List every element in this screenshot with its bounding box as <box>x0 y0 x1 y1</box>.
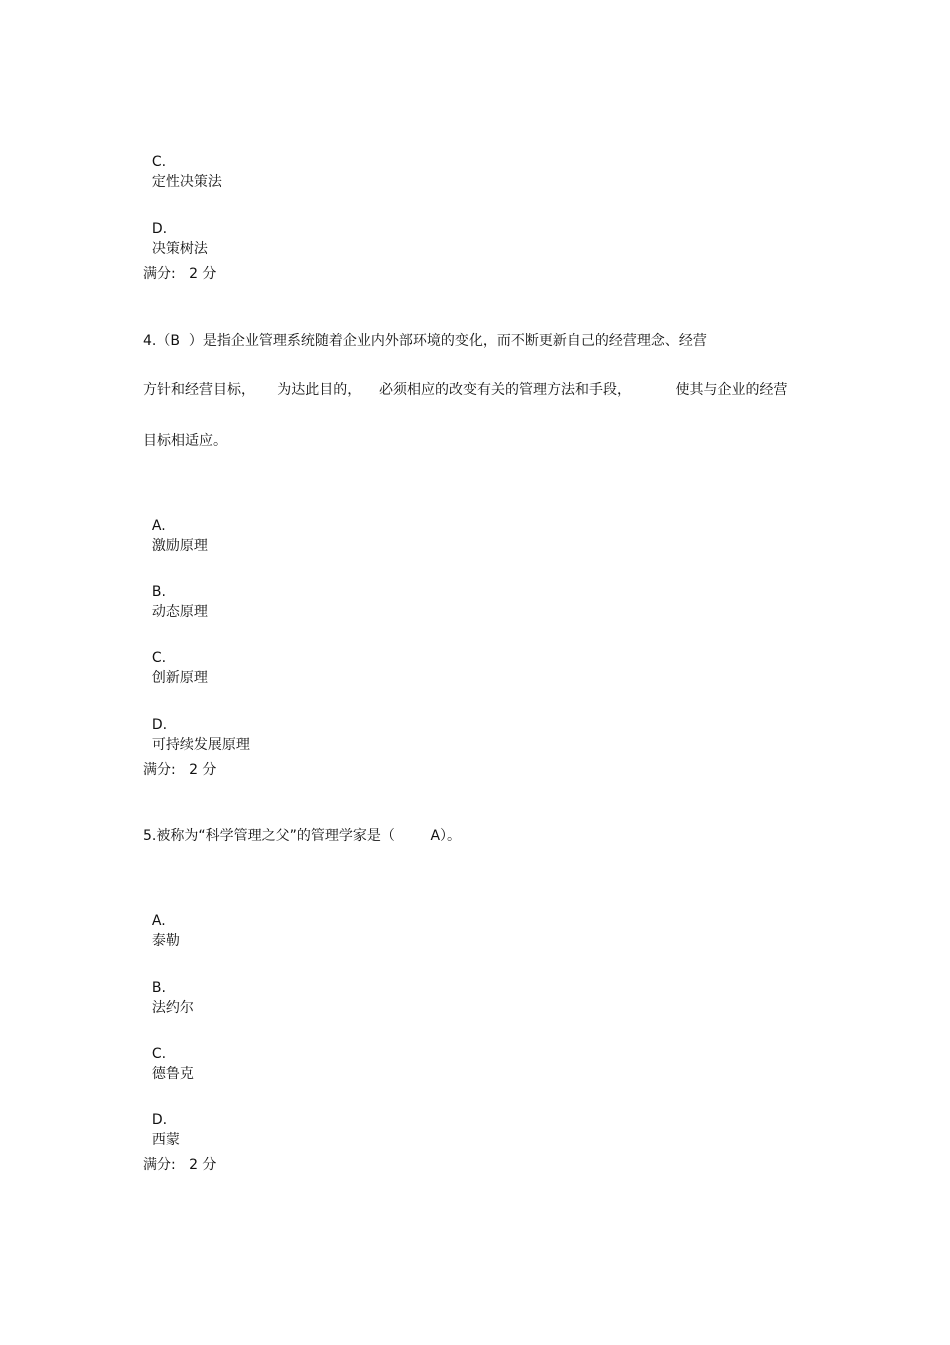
option-text: 法约尔 <box>151 1000 194 1016</box>
q4-stem-line-1: 4.（B ）是指企业管理系统随着企业内外部环境的变化，而不断更新自己的经营理念、经营 <box>143 333 707 349</box>
q5-stem: 5.被称为“科学管理之父”的管理学家是（ A）。 <box>143 828 462 844</box>
option-text: 德鲁克 <box>151 1066 194 1082</box>
option-text: 西蒙 <box>151 1132 180 1148</box>
q4-score: 满分: 2 分 <box>143 762 217 778</box>
q3-score: 满分: 2 分 <box>143 266 217 282</box>
q5-score: 满分: 2 分 <box>143 1157 217 1173</box>
option-letter: C. <box>151 154 167 170</box>
q4-stem-line-3: 目标相适应。 <box>143 433 227 449</box>
option-text: 可持续发展原理 <box>151 737 250 753</box>
option-letter: D. <box>151 1112 168 1128</box>
option-letter: B. <box>151 584 166 600</box>
option-letter: C. <box>151 650 167 666</box>
option-text: 激励原理 <box>151 538 208 554</box>
option-letter: A. <box>151 913 166 929</box>
q5-option-d <box>143 1090 180 1150</box>
q3-option-c <box>143 132 222 192</box>
option-letter: D. <box>151 717 168 733</box>
q5-option-b <box>143 958 194 1018</box>
option-text: 动态原理 <box>151 604 208 620</box>
option-letter: C. <box>151 1046 167 1062</box>
q3-option-d <box>143 199 208 259</box>
option-text: 定性决策法 <box>151 174 222 190</box>
q4-option-d <box>143 695 250 755</box>
q4-option-c <box>143 628 208 688</box>
option-letter: D. <box>151 221 168 237</box>
q4-option-a <box>143 496 208 556</box>
option-letter: A. <box>151 518 166 534</box>
option-text: 泰勒 <box>151 933 180 949</box>
option-text: 创新原理 <box>151 670 208 686</box>
q4-option-b <box>143 562 208 622</box>
q5-option-c <box>143 1024 194 1084</box>
q5-option-a <box>143 891 180 951</box>
option-letter: B. <box>151 980 166 996</box>
option-text: 决策树法 <box>151 241 208 257</box>
q4-stem-line-2: 方针和经营目标， 为达此目的， 必须相应的改变有关的管理方法和手段， 使其与企业的经营 <box>143 382 788 398</box>
